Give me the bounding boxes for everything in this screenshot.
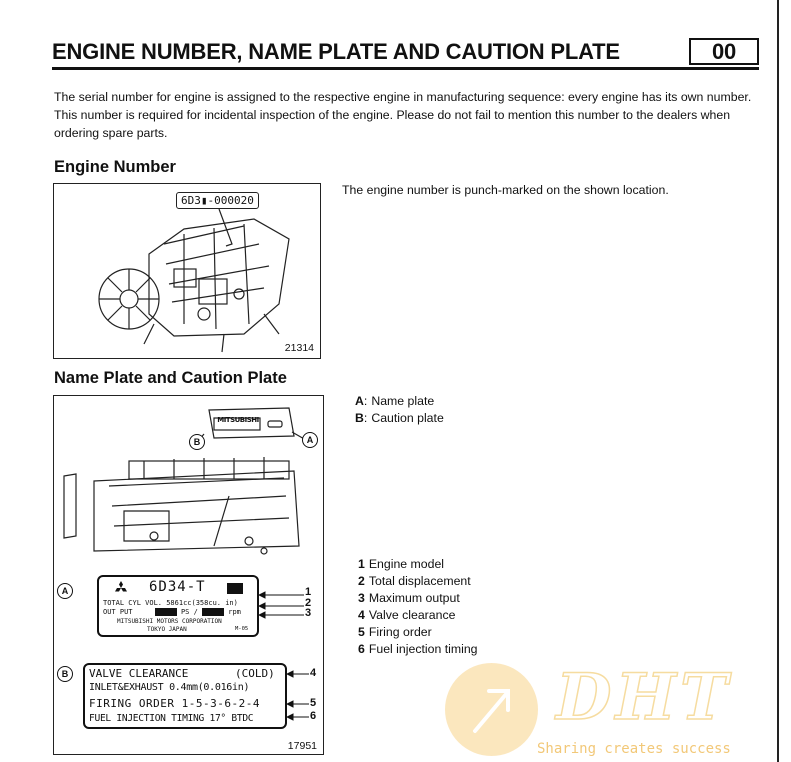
callout-legend [358, 556, 478, 658]
marker-b-top: B [189, 434, 205, 450]
marker-b: B [57, 666, 73, 682]
list-item: 1 Engine model [358, 557, 445, 571]
output-ps-block [155, 608, 177, 616]
caution-plate-leader-lines [287, 667, 327, 727]
legend-item-a: A : Name plate [355, 394, 435, 408]
callout-1: 1 [305, 586, 312, 598]
injection-timing-line: FUEL INJECTION TIMING 17° BTDC [89, 713, 254, 724]
firing-order-line: FIRING ORDER 1-5-3-6-2-4 [89, 697, 260, 710]
city-line: TOKYO JAPAN [147, 626, 187, 633]
output-ps: PS / [180, 608, 198, 616]
page-title-text: ENGINE NUMBER, NAME PLATE AND CAUTION PLATE [52, 39, 620, 64]
caution-plate [83, 663, 287, 729]
figure-number: 21314 [284, 342, 314, 354]
callout-3: 3 [305, 607, 312, 619]
engine-number-heading: Engine Number [54, 158, 176, 176]
callout-2: 2 [305, 597, 312, 609]
legend-item-b: B : Caution plate [355, 411, 444, 425]
watermark-brand: DHT [556, 660, 732, 735]
list-item: 5 Firing order [358, 625, 432, 639]
list-item: 2 Total displacement [358, 574, 471, 588]
mini-plate-text: MITSUBISHI [217, 416, 259, 424]
valve-clearance-value: INLET&EXHAUST 0.4mm(0.016in) [89, 682, 250, 693]
engine-sketch [54, 184, 319, 357]
valve-clearance-label: VALVE CLEARANCE [89, 667, 189, 680]
engine-number-label: 6D3▮-000020 [176, 192, 259, 209]
section-number-box: 00 [689, 38, 759, 65]
list-item: 6 Fuel injection timing [358, 642, 478, 656]
marker-a: A [57, 583, 73, 599]
callout-5: 5 [310, 697, 317, 709]
plate-legend [355, 393, 444, 427]
watermark-logo-circle [445, 663, 538, 756]
callout-4: 4 [310, 667, 317, 679]
plates-figure [53, 395, 324, 755]
output-rpm: rpm [228, 608, 241, 616]
watermark-tagline: Sharing creates success [537, 741, 731, 757]
output-prefix: OUT PUT [103, 608, 133, 616]
page-edge-rule [777, 0, 779, 762]
maker-line: MITSUBISHI MOTORS CORPORATION [117, 618, 222, 625]
displacement-line: TOTAL CYL VOL. 5861cc(358cu. in) [103, 599, 238, 607]
output-rpm-block [202, 608, 224, 616]
plate-code: M-05 [235, 626, 249, 632]
model-redacted-block [227, 583, 243, 594]
marker-a-top: A [302, 432, 318, 448]
list-item: 4 Valve clearance [358, 608, 456, 622]
engine-model: 6D34-T [149, 579, 206, 595]
name-plate [97, 575, 259, 637]
engine-number-description: The engine number is punch-marked on the shown location. [342, 183, 669, 197]
callout-6: 6 [310, 710, 317, 722]
mitsubishi-logo-icon [113, 581, 129, 595]
figure-number: 17951 [287, 740, 317, 752]
list-item: 3 Maximum output [358, 591, 460, 605]
page-title [52, 38, 759, 70]
intro-paragraph: The serial number for engine is assigned to the respective engine in manufacturing sequence: every engine has its own number. This number is required for incidental inspection of the engine. Please do not fail to mention this number to the dealers when ordering spare parts. [54, 90, 752, 140]
valve-clearance-cold: (COLD) [235, 667, 275, 680]
engine-top-sketch [54, 396, 322, 556]
plates-heading: Name Plate and Caution Plate [54, 369, 287, 387]
output-line [103, 608, 241, 616]
arrow-icon [445, 663, 538, 756]
engine-number-figure [53, 183, 321, 359]
